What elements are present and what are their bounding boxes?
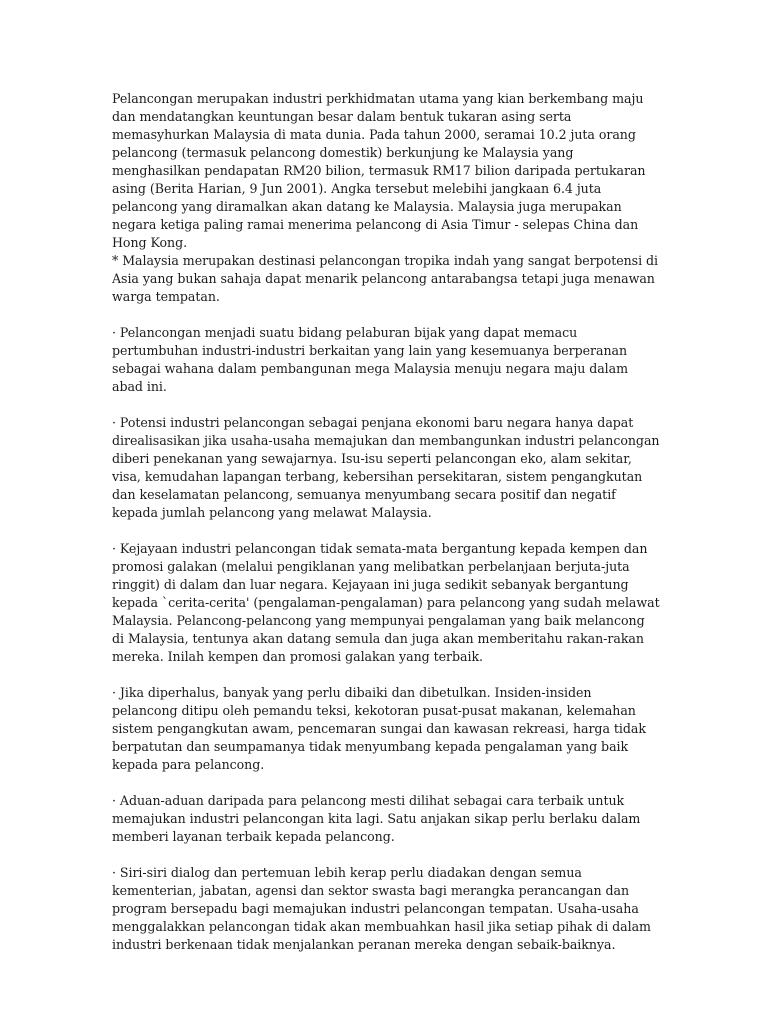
paragraph-potensi: · Potensi industri pelancongan sebagai penjana ekonomi baru negara hanya dapat direalisasikan jika usaha-usaha memajukan dan membangunkan industri pelancongan diberi penekanan yang sewajarnya. Isu-isu seperti pelancongan eko, alam sekitar, visa, kemudahan lapangan terbang, kebersihan persekitaran, sistem pengangkutan dan keselamatan pelancong, semuanya menyumbang secara positif dan negatif kepada jumlah pelancong yang melawat Malaysia. xyxy=(112,415,660,520)
paragraph-aduan: · Aduan-aduan daripada para pelancong mesti dilihat sebagai cara terbaik untuk memajukan industri pelancongan kita lagi. Satu anjakan sikap perlu berlaku dalam memberi layanan terbaik kepada pelancong. xyxy=(112,793,641,844)
document-body xyxy=(112,90,660,972)
paragraph-dialog: · Siri-siri dialog dan pertemuan lebih kerap perlu diadakan dengan semua kementerian, jabatan, agensi dan sektor swasta bagi merangka perancangan dan program bersepadu bagi memajukan industri pelancongan tempatan. Usaha-usaha menggalakkan pelancongan tidak akan membuahkan hasil jika setiap pihak di dalam industri berkenaan tidak menjalankan peranan mereka dengan sebaik-baiknya. xyxy=(112,865,651,952)
paragraph-diperhalus: · Jika diperhalus, banyak yang perlu dibaiki dan dibetulkan. Insiden-insiden pelancong ditipu oleh pemandu teksi, kekotoran pusat-pusat makanan, kelemahan sistem pengangkutan awam, pencemaran sungai dan kawasan rekreasi, harga tidak berpatutan dan seumpamanya tidak menyumbang kepada pengalaman yang baik kepada para pelancong. xyxy=(112,685,646,772)
paragraph-intro: Pelancongan merupakan industri perkhidmatan utama yang kian berkembang maju dan mendatangkan keuntungan besar dalam bentuk tukaran asing serta memasyhurkan Malaysia di mata dunia. Pada tahun 2000, seramai 10.2 juta orang pelancong (termasuk pelancong domestik) berkunjung ke Malaysia yang menghasilkan pendapatan RM20 bilion, termasuk RM17 bilion daripada pertukaran asing (Berita Harian, 9 Jun 2001). Angka tersebut melebihi jangkaan 6.4 juta pelancong yang diramalkan akan datang ke Malaysia. Malaysia juga merupakan negara ketiga paling ramai menerima pelancong di Asia Timur - selepas China dan Hong Kong. xyxy=(112,91,646,250)
paragraph-pelaburan: · Pelancongan menjadi suatu bidang pelaburan bijak yang dapat memacu pertumbuhan industri-industri berkaitan yang lain yang kesemuanya berperanan sebagai wahana dalam pembangunan mega Malaysia menuju negara maju dalam abad ini. xyxy=(112,325,629,394)
paragraph-kejayaan: · Kejayaan industri pelancongan tidak semata-mata bergantung kepada kempen dan promosi galakan (melalui pengiklanan yang melibatkan perbelanjaan berjuta-juta ringgit) di dalam dan luar negara. Kejayaan ini juga sedikit sebanyak bergantung kepada `cerita-cerita' (pengalaman-pengalaman) para pelancong yang sudah melawat Malaysia. Pelancong-pelancong yang mempunyai pengalaman yang baik melancong di Malaysia, tentunya akan datang semula dan juga akan memberitahu rakan-rakan mereka. Inilah kempen dan promosi galakan yang terbaik. xyxy=(112,541,660,664)
paragraph-destinasi: * Malaysia merupakan destinasi pelancongan tropika indah yang sangat berpotensi di Asia yang bukan sahaja dapat menarik pelancong antarabangsa tetapi juga menawan warga tempatan. xyxy=(112,253,658,304)
